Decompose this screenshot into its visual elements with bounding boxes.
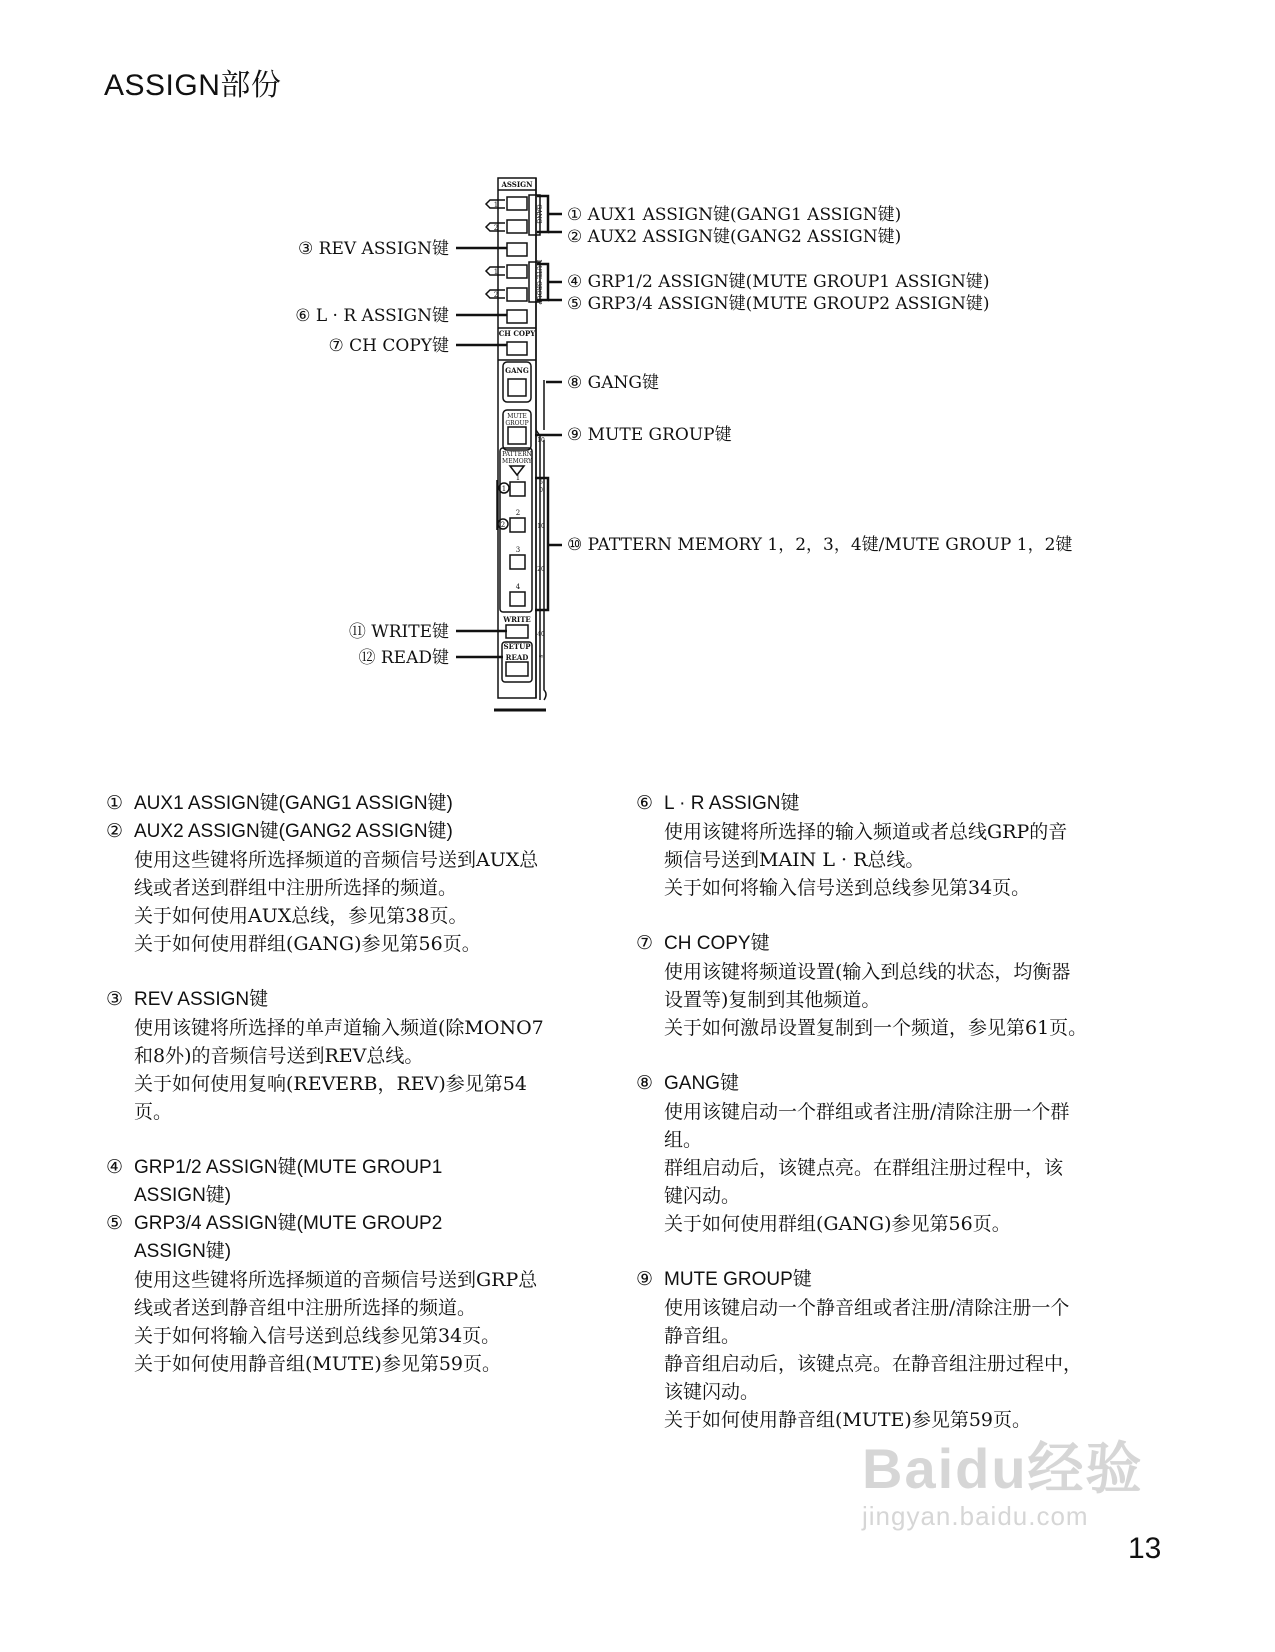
label-setup: SETUP — [503, 642, 531, 651]
section-9 — [636, 1266, 1106, 1434]
scale-0: 10 — [537, 437, 545, 444]
paragraph-line: 关于如何使用群组(GANG)参见第56页。 — [134, 933, 481, 955]
paragraph-line: 页。 — [134, 1101, 173, 1123]
section-7 — [636, 930, 1106, 1042]
label-mute: MUTE — [507, 413, 527, 420]
paragraph-line: 和8外)的音频信号送到REV总线。 — [134, 1045, 424, 1067]
right-column — [636, 790, 1106, 1462]
paragraph-line: 关于如何使用群组(GANG)参见第56页。 — [664, 1213, 1011, 1235]
section-number: ⑦ — [636, 933, 654, 954]
pattern-key-1[interactable] — [510, 482, 525, 496]
label-side-gang1: 1 — [493, 201, 499, 209]
label-key1: 1 — [515, 474, 521, 482]
aux1-assign-key[interactable] — [507, 197, 527, 210]
section-title-cont: ASSIGN键) — [134, 1185, 232, 1206]
section-title: GANG键 — [664, 1073, 739, 1094]
paragraph-line: 使用该键将所选择的单声道输入频道(除MONO7 — [134, 1017, 544, 1039]
assign-section-diagram — [0, 0, 1275, 760]
paragraph-line: 线或者送到群组中注册所选择的频道。 — [134, 877, 458, 899]
scale-1: 5 — [539, 479, 543, 486]
label-gang-key: GANG — [505, 366, 529, 375]
label-group: GROUP — [505, 420, 529, 427]
label-pattern: PATTERN — [502, 451, 532, 458]
rev-assign-key[interactable] — [507, 243, 527, 256]
paragraph-line: 关于如何激昂设置复制到一个频道，参见第61页。 — [664, 1017, 1088, 1039]
callout-11: ⑪ WRITE键 — [348, 622, 449, 642]
paragraph-line: 群组启动后，该键点亮。在群组注册过程中，该 — [664, 1157, 1064, 1179]
aux2-assign-key[interactable] — [507, 220, 527, 233]
section-number: ⑧ — [636, 1073, 654, 1094]
lr-assign-key[interactable] — [507, 310, 527, 323]
section-2 — [106, 818, 576, 958]
section-8 — [636, 1070, 1106, 1238]
left-column — [106, 790, 576, 1406]
gang-key[interactable] — [508, 379, 526, 396]
section-5 — [106, 1210, 576, 1378]
paragraph-line: 关于如何使用AUX总线，参见第38页。 — [134, 905, 468, 927]
callout-9: ⑨ MUTE GROUP键 — [567, 425, 732, 445]
scale-4: 20 — [537, 566, 545, 573]
callout-12: ⑫ READ键 — [358, 648, 449, 668]
paragraph-line: 使用该键将所选择的输入频道或者总线GRP的音 — [664, 821, 1068, 843]
callout-3: ③ REV ASSIGN键 — [298, 239, 449, 259]
scale-5: 40 — [537, 631, 545, 638]
write-key[interactable] — [506, 625, 528, 638]
label-mute-group-side: MUTE GROUP — [535, 259, 542, 305]
label-mute-group2: 2 — [500, 521, 506, 529]
scale-2: 0 — [539, 487, 543, 494]
grp12-assign-key[interactable] — [507, 265, 527, 278]
label-gang-side: GANG — [535, 204, 542, 224]
mute-group-key[interactable] — [508, 427, 526, 444]
paragraph-line: 频信号送到MAIN L · R总线。 — [664, 849, 925, 871]
section-6 — [636, 790, 1106, 902]
paragraph-line: 组。 — [664, 1129, 703, 1151]
section-number: ⑥ — [636, 793, 654, 814]
ch-copy-key[interactable] — [507, 342, 527, 355]
paragraph-line: 使用这些键将所选择频道的音频信号送到AUX总 — [134, 849, 539, 871]
section-title: GRP1/2 ASSIGN键(MUTE GROUP1 — [134, 1157, 443, 1178]
callout-5: ⑤ GRP3/4 ASSIGN键(MUTE GROUP2 ASSIGN键) — [567, 294, 990, 314]
callout-1: ① AUX1 ASSIGN键(GANG1 ASSIGN键) — [567, 205, 902, 225]
callout-6: ⑥ L · R ASSIGN键 — [295, 306, 449, 326]
paragraph-line: 关于如何使用静音组(MUTE)参见第59页。 — [134, 1353, 502, 1375]
callout-4: ④ GRP1/2 ASSIGN键(MUTE GROUP1 ASSIGN键) — [567, 272, 990, 292]
section-1 — [106, 790, 576, 818]
callout-8: ⑧ GANG键 — [567, 373, 659, 393]
paragraph-line: 键闪动。 — [664, 1185, 741, 1207]
watermark-brand: Baidu经验 — [862, 1437, 1144, 1500]
section-title: AUX1 ASSIGN键(GANG1 ASSIGN键) — [134, 793, 453, 814]
bracket-10 — [535, 478, 548, 610]
callout-10: ⑩ PATTERN MEMORY 1，2，3，4键/MUTE GROUP 1，2键 — [567, 535, 1073, 555]
label-side-gang2: 2 — [493, 224, 499, 232]
paragraph-line: 关于如何将输入信号送到总线参见第34页。 — [664, 877, 1031, 899]
section-number: ③ — [106, 989, 124, 1010]
label-memory: MEMORY — [502, 458, 532, 465]
section-4 — [106, 1154, 576, 1210]
label-side-mute1: 1 — [493, 268, 499, 276]
scale-6: ∞ — [538, 653, 544, 660]
section-title-cont: ASSIGN键) — [134, 1241, 232, 1262]
paragraph-line: 静音组启动后，该键点亮。在静音组注册过程中， — [664, 1353, 1083, 1375]
section-number: ④ — [106, 1157, 124, 1178]
label-mute-group1: 1 — [501, 485, 507, 493]
paragraph-line: 使用该键将频道设置(输入到总线的状态，均衡器 — [664, 961, 1071, 983]
label-key4: 4 — [515, 583, 521, 591]
label-assign: ASSIGN — [501, 180, 533, 189]
page-number: 13 — [1128, 1532, 1162, 1565]
paragraph-line: 设置等)复制到其他频道。 — [664, 989, 881, 1011]
panel-diagram — [0, 0, 1275, 760]
section-number: ⑤ — [106, 1213, 124, 1234]
callout-7: ⑦ CH COPY键 — [328, 336, 449, 356]
section-title: AUX2 ASSIGN键(GANG2 ASSIGN键) — [134, 821, 453, 842]
label-side-mute2: 2 — [493, 291, 499, 299]
pattern-key-4[interactable] — [510, 592, 525, 606]
paragraph-line: 关于如何使用静音组(MUTE)参见第59页。 — [664, 1409, 1032, 1431]
pattern-key-3[interactable] — [510, 555, 525, 569]
paragraph-line: 使用这些键将所选择频道的音频信号送到GRP总 — [134, 1269, 538, 1291]
label-ch-copy: CH COPY — [498, 329, 536, 338]
grp34-assign-key[interactable] — [507, 288, 527, 301]
section-title: MUTE GROUP键 — [664, 1269, 812, 1290]
callout-2: ② AUX2 ASSIGN键(GANG2 ASSIGN键) — [567, 227, 902, 247]
read-key[interactable] — [506, 662, 528, 676]
paragraph-line: 线或者送到静音组中注册所选择的频道。 — [134, 1297, 477, 1319]
paragraph-line: 使用该键启动一个群组或者注册/清除注册一个群 — [664, 1101, 1070, 1123]
watermark-url: jingyan.baidu.com — [862, 1501, 1089, 1531]
paragraph-line: 静音组。 — [664, 1325, 741, 1347]
section-title: CH COPY键 — [664, 933, 770, 954]
scale-3: 10 — [537, 523, 545, 530]
section-number: ② — [106, 821, 124, 842]
baidu-watermark — [862, 1425, 1144, 1532]
section-3 — [106, 986, 576, 1126]
paragraph-line: 关于如何使用复响(REVERB，REV)参见第54 — [134, 1073, 527, 1095]
label-read: READ — [505, 653, 529, 662]
section-title: REV ASSIGN键 — [134, 989, 269, 1010]
section-number: ⑨ — [636, 1269, 654, 1290]
pattern-key-2[interactable] — [510, 518, 525, 532]
section-number: ① — [106, 793, 124, 814]
paragraph-line: 该键闪动。 — [664, 1381, 760, 1403]
paragraph-line: 使用该键启动一个静音组或者注册/清除注册一个 — [664, 1297, 1070, 1319]
label-key2: 2 — [515, 509, 521, 517]
page-title: ASSIGN部份 — [104, 69, 282, 102]
paragraph-line: 关于如何将输入信号送到总线参见第34页。 — [134, 1325, 501, 1347]
section-title: L · R ASSIGN键 — [664, 793, 800, 814]
section-title: GRP3/4 ASSIGN键(MUTE GROUP2 — [134, 1213, 443, 1234]
label-key3: 3 — [515, 546, 521, 554]
label-write: WRITE — [503, 615, 531, 624]
